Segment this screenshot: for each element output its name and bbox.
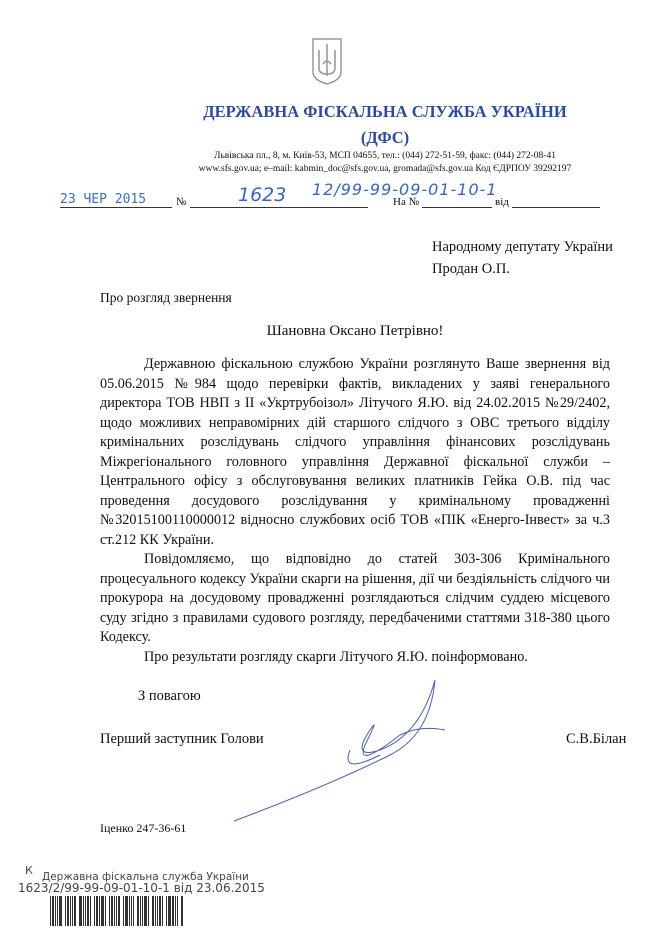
barcode-bar xyxy=(67,896,69,926)
barcode-bar xyxy=(87,896,89,926)
barcode-bar xyxy=(105,896,106,926)
from-label: від xyxy=(495,196,509,208)
barcode-bar xyxy=(101,896,104,926)
recipient xyxy=(432,236,613,280)
paragraph: Про результати розгляду скарги Літучого Я.Ю. поінформовано. xyxy=(144,648,528,665)
barcode-bar xyxy=(94,896,95,926)
recipient-title: Народному депутату України xyxy=(432,239,613,255)
barcode-bar xyxy=(162,896,163,926)
barcode-bar xyxy=(157,896,158,926)
executor: Іценко 247-36-61 xyxy=(100,821,187,835)
barcode-bar xyxy=(116,896,117,926)
barcode-bar xyxy=(159,896,161,926)
reg-number: 1623 xyxy=(238,184,287,206)
barcode-bar xyxy=(168,896,171,926)
barcode-bar xyxy=(99,896,100,926)
barcode-bar xyxy=(59,896,62,926)
barcode-bar xyxy=(133,896,134,926)
stamp-org: Державна фіскальна служба України xyxy=(42,871,249,883)
barcode-bar xyxy=(65,896,66,926)
signature-icon xyxy=(230,675,460,825)
barcode-bar xyxy=(79,896,82,926)
org-abbr: (ДФС) xyxy=(360,128,410,147)
no-label: № xyxy=(176,196,187,208)
barcode-bar xyxy=(83,896,84,926)
barcode-bar xyxy=(131,896,132,926)
barcode-bar xyxy=(177,896,178,926)
closing: З повагою xyxy=(138,688,201,704)
ref-label: На № xyxy=(393,196,420,208)
barcode-bar xyxy=(172,896,174,926)
subject: Про розгляд звернення xyxy=(100,290,232,305)
letter-body xyxy=(100,355,610,667)
barcode-bar xyxy=(123,896,124,926)
barcode-bar xyxy=(166,896,167,926)
barcode xyxy=(50,896,225,926)
barcode-bar xyxy=(90,896,91,926)
date-stamp: 23 ЧЕР 2015 xyxy=(60,192,172,208)
paragraph: Повідомляємо, що відповідно до статей 303-306 Кримінального процесуального кодексу України скарги на рішення, дії чи бездіяльність слідчого чи прокурора на досудовому провадженні розглядаються слідчим суддею місцевого суду згідно з правилами судового розгляду, передбаченими статтями 318-380 цього Кодексу. xyxy=(100,551,610,645)
barcode-bar xyxy=(96,896,98,926)
barcode-bar xyxy=(142,896,143,926)
stamp-letter: К xyxy=(25,864,33,877)
barcode-bar xyxy=(118,896,120,926)
paragraph: Державною фіскальною службою України розглянуто Ваше звернення від 05.06.2015 №984 щодо перевірки фактів, викладених у заяві генерального директора ТОВ НВП з ІІ «Укртрубоізол» Літучого Я.Ю. від 24.02.2015 №29/2402, щодо можливих неправомірних дій старшого слідчого з ОВС третього відділу кримінальних розслідувань слідчого управління фінансових розслідувань Міжрегіонального головного управління Державної фіскальної служби – Центрального офісу з обслуговування великих платників Гейка О.В. під час проведення досудового розслідування у кримінальному провадженні №32015100110000012 відносно службових осіб ТОВ «ПІК «Енерго-Інвест» за ч.3 ст.212 КК України. xyxy=(100,356,610,548)
barcode-bar xyxy=(181,896,183,926)
greeting: Шановна Оксано Петрівно! xyxy=(266,323,444,339)
barcode-bar xyxy=(70,896,71,926)
barcode-bar xyxy=(57,896,58,926)
signatory-name: С.В.Білан xyxy=(566,731,627,747)
barcode-bar xyxy=(55,896,56,926)
barcode-bar xyxy=(111,896,113,926)
registration-line xyxy=(60,180,620,210)
barcode-bar xyxy=(50,896,51,926)
barcode-bar xyxy=(114,896,115,926)
address-line: Львівська пл., 8, м. Київ-53, МСП 04655, тел.: (044) 272-51-59, факс: (044) 272-08-41 xyxy=(214,151,556,161)
contacts-line: www.sfs.gov.ua; e–mail: kabmin_doc@sfs.gov.ua, gromada@sfs.gov.ua Код ЄДРПОУ 39292197 xyxy=(198,164,572,174)
org-name: ДЕРЖАВНА ФІСКАЛЬНА СЛУЖБА УКРАЇНИ xyxy=(203,102,567,121)
barcode-bar xyxy=(74,896,76,926)
barcode-bar xyxy=(129,896,130,926)
barcode-bar xyxy=(52,896,54,926)
barcode-bar xyxy=(85,896,86,926)
trident-emblem-icon xyxy=(310,36,344,86)
barcode-bar xyxy=(140,896,141,926)
barcode-bar xyxy=(72,896,73,926)
signatory-title: Перший заступник Голови xyxy=(100,731,264,747)
stamp-reg: 1623/2/99-99-09-01-10-1 від 23.06.2015 xyxy=(18,881,265,895)
barcode-bar xyxy=(152,896,154,926)
reg-index: 12/99-99-09-01-10-1 xyxy=(312,180,498,199)
barcode-bar xyxy=(144,896,147,926)
recipient-name: Продан О.П. xyxy=(432,261,510,277)
barcode-bar xyxy=(125,896,128,926)
barcode-bar xyxy=(137,896,139,926)
barcode-bar xyxy=(155,896,156,926)
barcode-bar xyxy=(175,896,176,926)
barcode-bar xyxy=(148,896,149,926)
barcode-bar xyxy=(109,896,110,926)
